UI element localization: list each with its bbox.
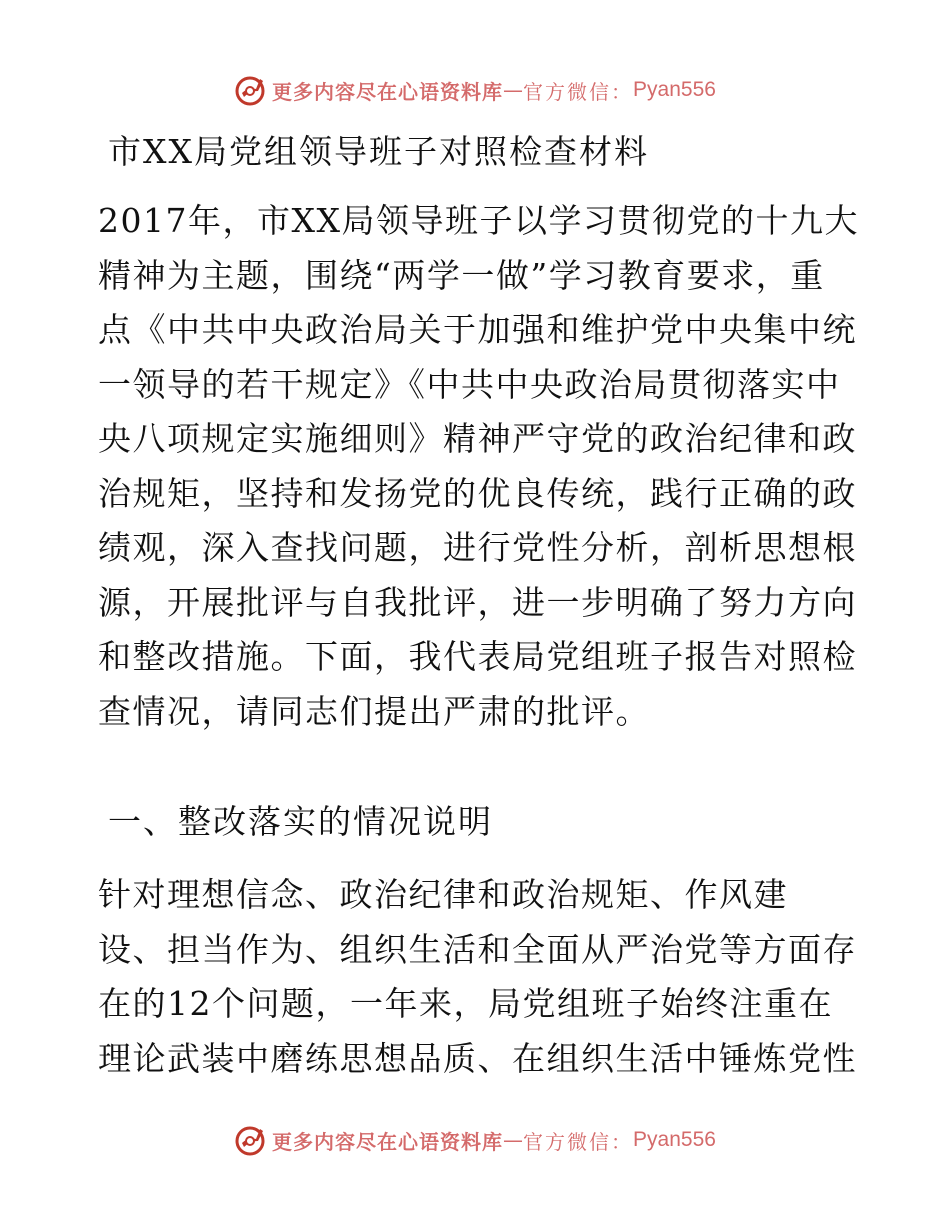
watermark-header xyxy=(0,70,950,110)
watermark-handle: Pyan556 xyxy=(633,1128,716,1151)
watermark-brand: 更多内容尽在心语资料库 xyxy=(272,1129,504,1154)
book-pen-logo-icon xyxy=(234,73,268,107)
watermark-brand: 更多内容尽在心语资料库 xyxy=(272,79,504,104)
watermark-handle: Pyan556 xyxy=(633,78,716,101)
paragraph-line: 治规矩，坚持和发扬党的优良传统，践行正确的政 xyxy=(98,473,857,513)
paragraph-line: 针对理想信念、政治纪律和政治规矩、作风建 xyxy=(98,875,788,914)
paragraph-line: 设、担当作为、组织生活和全面从严治党等方面存 xyxy=(98,929,857,969)
watermark-official-label: 官方微信： xyxy=(523,1129,634,1154)
paragraph-line: 精神为主题，围绕“两学一做”学习教育要求，重 xyxy=(98,255,825,295)
book-pen-logo-icon xyxy=(234,1123,268,1157)
watermark-separator: — xyxy=(503,78,524,102)
paragraph-line: 在的12个问题，一年来，局党组班子始终注重在 xyxy=(98,984,833,1023)
body-paragraph-intro xyxy=(98,194,858,739)
body-paragraph-rectification xyxy=(98,868,858,1086)
paragraph-line: 央八项规定实施细则》精神严守党的政治纪律和政 xyxy=(98,419,857,458)
paragraph-line: 和整改措施。下面，我代表局党组班子报告对照检 xyxy=(98,637,857,676)
paragraph-line: 查情况，请同志们提出严肃的批评。 xyxy=(98,691,650,731)
watermark-footer xyxy=(0,1120,950,1160)
section-heading: 一、整改落实的情况说明 xyxy=(108,802,493,841)
paragraph-line: 点《中共中央政治局关于加强和维护党中央集中统 xyxy=(98,310,857,349)
paragraph-line: 源，开展批评与自我批评，进一步明确了努力方向 xyxy=(98,582,857,622)
watermark-official-label: 官方微信： xyxy=(523,79,634,104)
paragraph-line: 一领导的若干规定》《中共中央政治局贯彻落实中 xyxy=(98,364,841,404)
paragraph-line: 2017年，市XX局领导班子以学习贯彻党的十九大 xyxy=(98,201,859,240)
paragraph-line: 绩观，深入查找问题，进行党性分析，剖析思想根 xyxy=(98,528,857,567)
watermark-separator: — xyxy=(503,1128,524,1152)
paragraph-line: 理论武装中磨练思想品质、在组织生活中锤炼党性 xyxy=(98,1038,857,1078)
document-title: 市XX局党组领导班子对照检查材料 xyxy=(108,132,649,171)
